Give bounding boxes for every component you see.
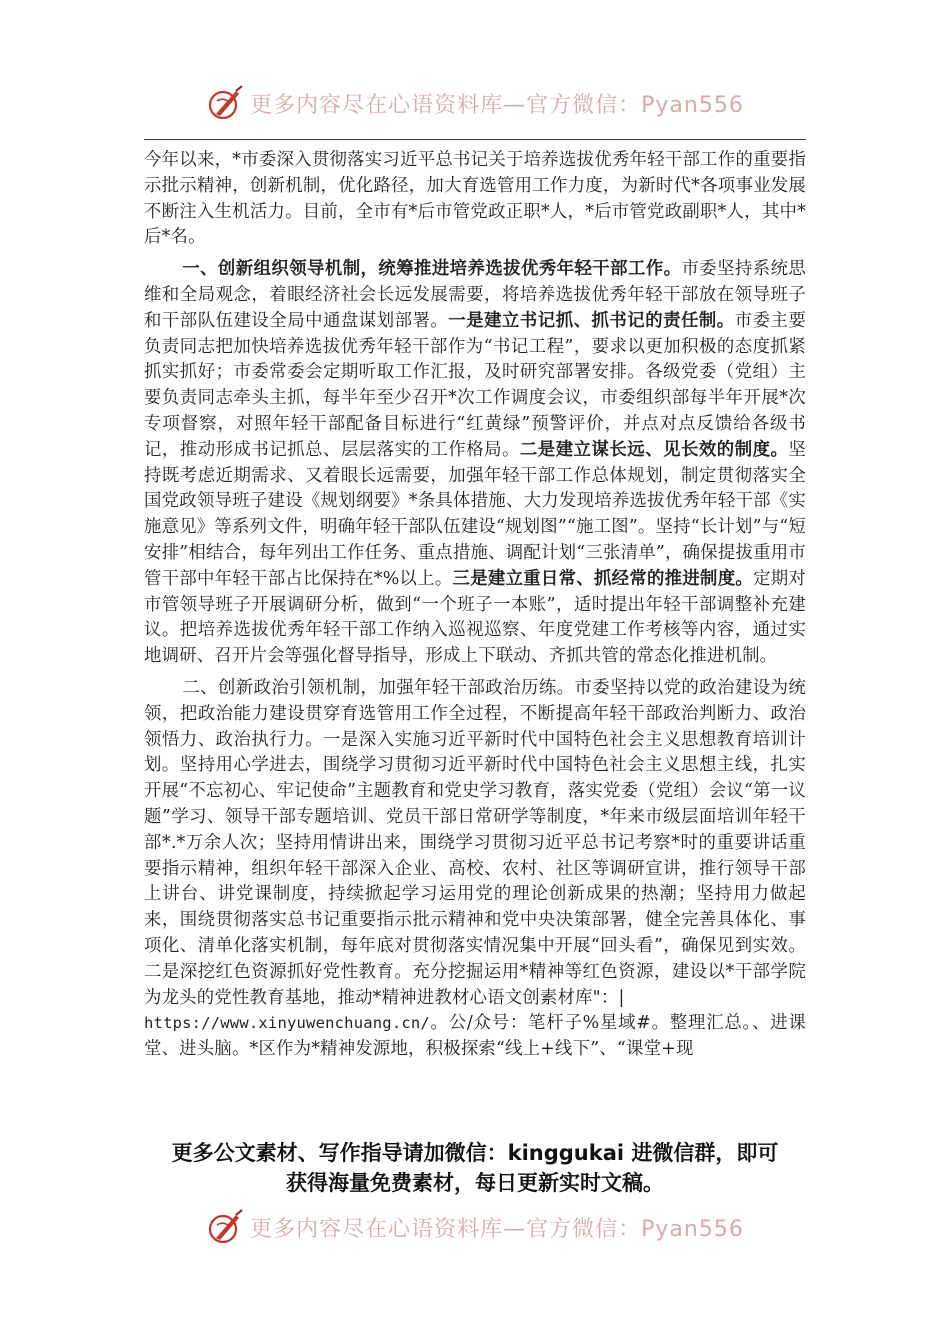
promo-notice	[144, 1138, 806, 1198]
point-1-text: 市委主要负责同志把加快培养选拔优秀年轻干部作为“书记工程”，要求以更加积极的态度抓紧抓实抓好；市委常委会定期听取工作汇报，及时研究部署安排。各级党委（党组）主要负责同志牵头主抓，每半年至少召开*次工作调度会议，市委组织部每半年开展*次专项督察，对照年轻干部配备目标进行“红黄绿”预警评价，并点对点反馈给各级书记，推动形成书记抓总、层层落实的工作格局。	[144, 310, 806, 460]
header-banner-text: 更多内容尽在心语资料库—官方微信：Pyan556	[250, 92, 744, 118]
section-1-heading: 一、创新组织领导机制，统筹推进培养选拔优秀年轻干部工作。	[182, 259, 682, 280]
point-2-title: 二是建立谋长远、见长效的制度。	[519, 439, 789, 460]
footer-banner-text: 更多内容尽在心语资料库—官方微信：Pyan556	[250, 1216, 744, 1242]
quill-logo-icon	[206, 83, 246, 123]
header-banner	[0, 78, 950, 128]
section-2-paragraph	[144, 676, 806, 1063]
promo-line-2: 获得海量免费素材，每日更新实时文稿。	[286, 1171, 664, 1195]
header-divider	[144, 139, 806, 140]
point-2-text: 坚持既考虑近期需求、又着眼长远需要，加强年轻干部工作总体规划，制定贯彻落实全国党政领导班子建设《规划纲要》*条具体措施、大力发现培养选拔优秀年轻干部《实施意见》等系列文件，明确年轻干部队伍建设“规划图”“施工图”。坚持“长计划”与“短安排”相结合，每年列出工作任务、重点措施、调配计划“三张清单”，确保提拔重用市管干部中年轻干部占比保持在*%以上。	[144, 439, 806, 589]
section-1-text: 市委坚持系统思维和全局观念，着眼经济社会长远发展需要，将培养选拔优秀年轻干部放在领导班子和干部队伍建设全局中通盘谋划部署。	[144, 259, 806, 331]
section-1-paragraph	[144, 257, 806, 670]
intro-paragraph: 今年以来，*市委深入贯彻落实习近平总书记关于培养选拔优秀年轻干部工作的重要指示批示精神，创新机制，优化路径，加大育选管用工作力度，为新时代*各项事业发展不断注入生机活力。目前，全市有*后市管党政正职*人，*后市管党政副职*人，其中*后*名。	[144, 150, 806, 248]
point-3-title: 三是建立重日常、抓经常的推进制度。	[452, 568, 754, 589]
point-3-text: 定期对市管领导班子开展调研分析，做到“一个班子一本账”，适时提出年轻干部调整补充建议。把培养选拔优秀年轻干部工作纳入巡视巡察、年度党建工作考核等内容，通过实地调研、召开片会等强化督导指导，形成上下联动、齐抓共管的常态化推进机制。	[144, 568, 807, 667]
promo-line-1: 更多公文素材、写作指导请加微信：kinggukai 进微信群，即可	[171, 1141, 779, 1165]
section-2-text-a: 二、创新政治引领机制，加强年轻干部政治历练。市委坚持以党的政治建设为统领，把政治能力建设贯穿育选管用工作全过程，不断提高年轻干部政治判断力、政治领悟力、政治执行力。一是深入实施习近平新时代中国特色社会主义思想教育培训计划。坚持用心学进去，围绕学习贯彻习近平新时代中国特色社会主义思想主线，扎实开展“不忘初心、牢记使命”主题教育和党史学习教育，落实党委（党组）会议“第一议题”学习、领导干部专题培训、党员干部日常研学等制度，*年来市级层面培训年轻干部*.*万余人次；坚持用情讲出来，围绕学习贯彻习近平总书记考察*时的重要讲话重要指示精神，组织年轻干部深入企业、高校、农村、社区等调研宣讲，推行领导干部上讲台、讲党课制度，持续掀起学习运用党的理论创新成果的热潮；坚持用力做起来，围绕贯彻落实总书记重要指示批示精神和党中央决策部署，健全完善具体化、事项化、清单化落实机制，每年底对贯彻落实情况集中开展“回头看”，确保见到实效。二是深挖红色资源抓好党性教育。充分挖掘运用*精神等红色资源，建设以*干部学院为龙头的党性教育基地，推动*精神进教材心语文创素材库"：|	[144, 677, 806, 1008]
footer-banner	[0, 1202, 950, 1252]
section-2-text-b: 。公/众号：笔杆子%星域#。整理汇总。、进课堂、进头脑。*区作为*精神发源地，积极探索“线上+线下”、“课堂+现	[144, 1013, 806, 1060]
source-url: https://www.xinyuwenchuang.cn/	[144, 1014, 430, 1033]
quill-logo-icon	[206, 1207, 246, 1247]
point-1-title: 一是建立书记抓、抓书记的责任制。	[448, 310, 735, 331]
document-body	[144, 148, 806, 1063]
